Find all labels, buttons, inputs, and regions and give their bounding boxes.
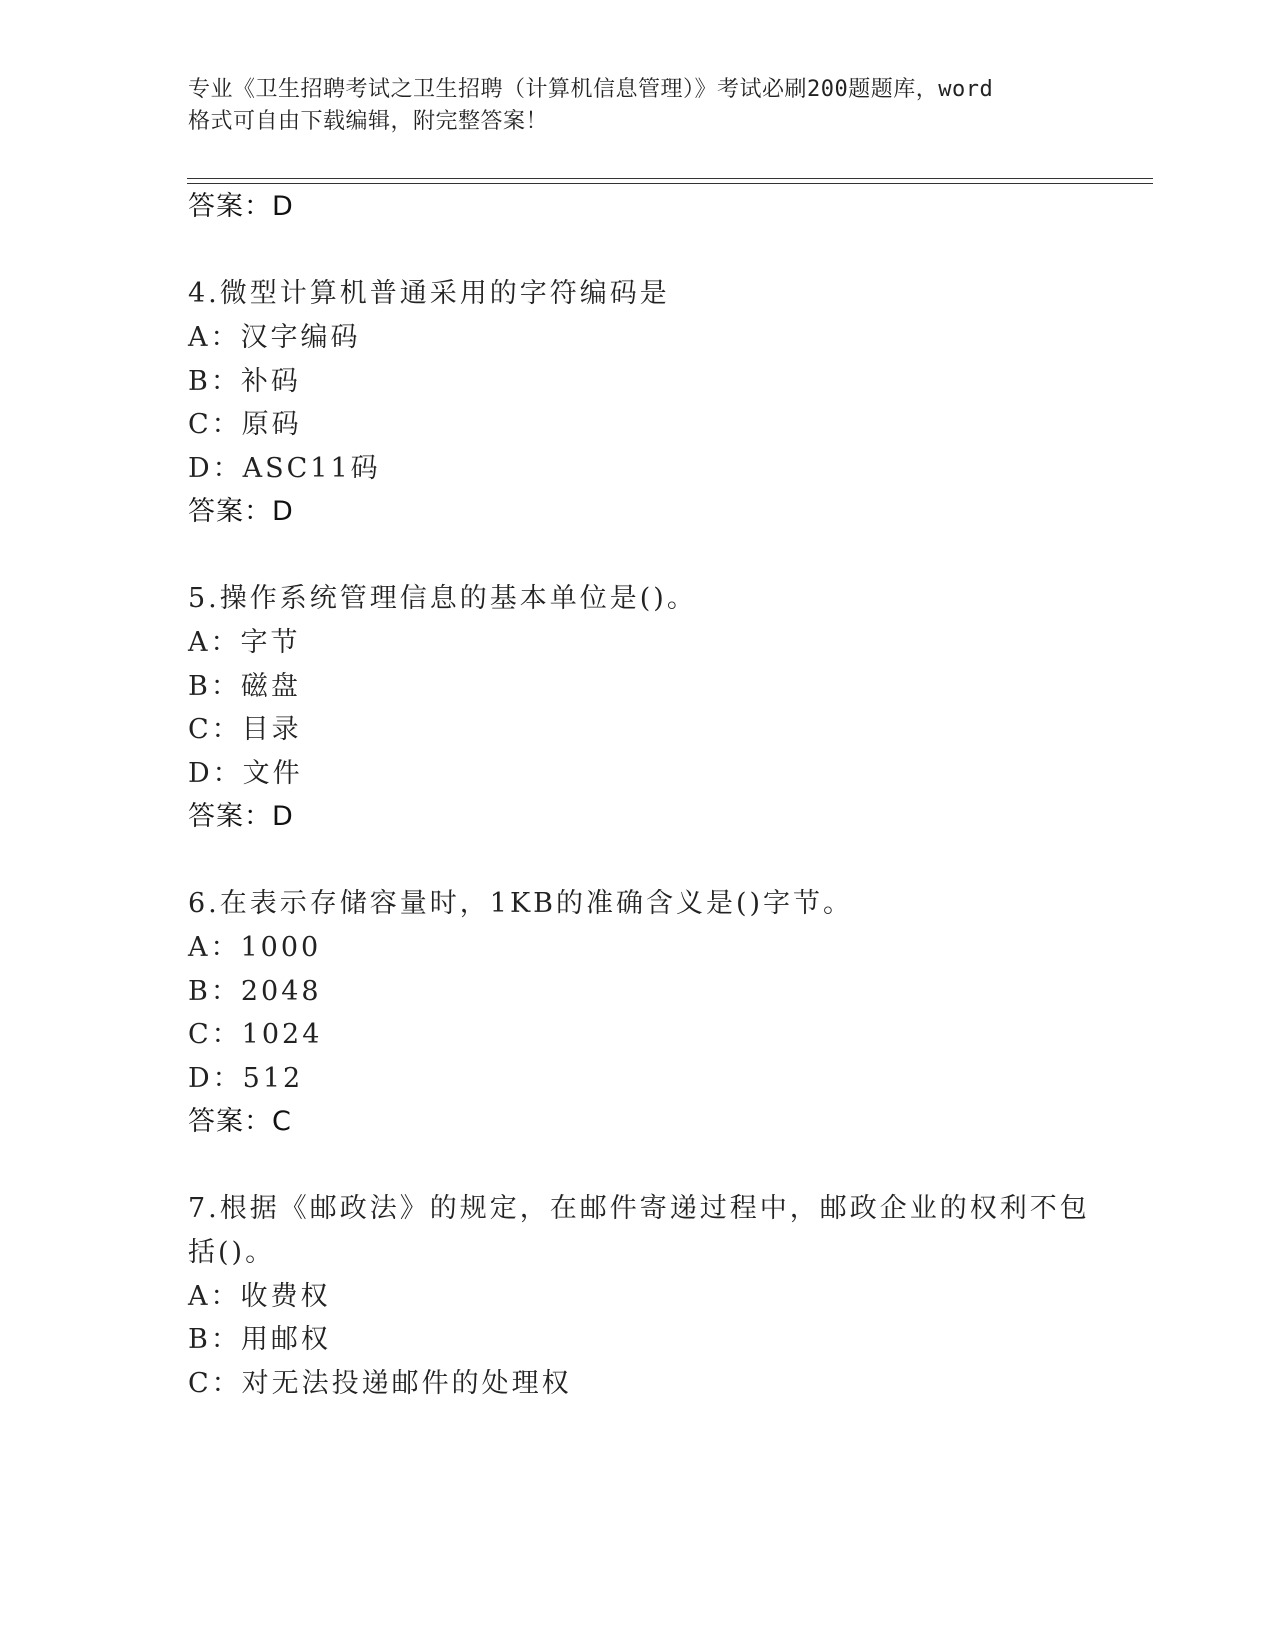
question-stem: 5.操作系统管理信息的基本单位是()。 [188,583,697,614]
answer-line: 答案：C [188,1106,292,1137]
option-b: B：2048 [188,976,322,1007]
header-title-line-1: 专业《卫生招聘考试之卫生招聘（计算机信息管理）》考试必刷200题题库，word [188,77,994,102]
option-a: A：1000 [188,932,322,963]
header-divider-top [187,178,1153,179]
option-c: C：目录 [188,714,302,745]
answer-line: 答案：D [188,496,294,527]
option-c: C：原码 [188,409,302,440]
answer-line: 答案：D [188,191,294,222]
question-stem: 6.在表示存储容量时，1KB的准确含义是()字节。 [188,888,854,919]
option-d: D：文件 [188,758,303,789]
option-a: A：字节 [188,627,301,658]
option-c: C：对无法投递邮件的处理权 [188,1368,572,1399]
question-stem-line-1: 7.根据《邮政法》的规定，在邮件寄递过程中，邮政企业的权利不包 [188,1193,1090,1224]
option-d: D：512 [188,1063,304,1094]
header-title-line-2: 格式可自由下载编辑，附完整答案！ [188,109,549,134]
option-b: B：磁盘 [188,671,301,702]
header-divider-bottom [187,183,1153,184]
answer-line: 答案：D [188,801,294,832]
question-stem-line-2: 括()。 [188,1237,276,1268]
option-a: A：汉字编码 [188,322,361,353]
option-a: A：收费权 [188,1281,331,1312]
option-d: D：ASC11码 [188,453,381,484]
option-b: B：补码 [188,366,301,397]
option-c: C：1024 [188,1019,323,1050]
option-b: B：用邮权 [188,1324,331,1355]
question-stem: 4.微型计算机普通采用的字符编码是 [188,278,670,309]
document-header [188,74,1088,138]
